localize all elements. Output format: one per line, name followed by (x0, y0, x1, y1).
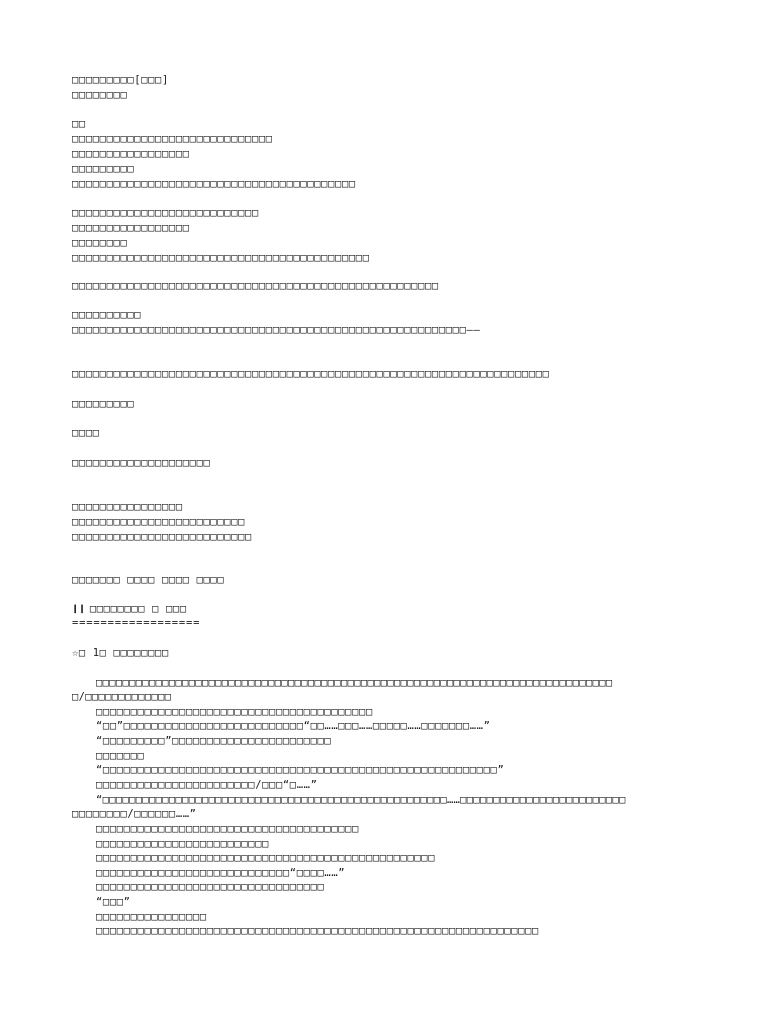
text-line: □□□□□□□□□□□□□□□□□□□□□□□□□□□□□□□□□□□□□□□□□□□□□□□□□□□□□□□□□□□□□□□□□□□□□ (72, 368, 550, 380)
body-line: □□□□□□□□□□□□□□□□□□□□□□□□□ (96, 838, 270, 850)
text-line: □□□□□□□□□□ (72, 309, 142, 321)
text-line: □□□□□□□□□□□□□□□□□□□□□□□□□□□ (72, 207, 259, 219)
document-title: □□□□□□□□□[□□□] (72, 74, 169, 86)
document-subtitle: □□□□□□□□ (72, 89, 128, 101)
text-line: □□□□□□□□□□□□□□□□□ (72, 148, 190, 160)
text-line: □□ (72, 118, 86, 130)
text-line: □□□□□□□□□□□□□□□□□□□□ (72, 457, 211, 469)
body-line: □□□□□□□□□□□□□□□□□□□□□□□□□□□□□□□□□□□□□□□□□□□□□□□□□□□□□□□□□□□□□□□□□□□□□□□□□□□□□□ (96, 677, 613, 689)
text-line: □□□□ (72, 427, 100, 439)
section-heading (72, 603, 187, 616)
body-line: □□□□□□□□□□□□□□□□□□□□□□□/□□□“□……” (96, 779, 318, 791)
text-line: □□□□□□□□□□□□□□□□□□□□□□□□□□□□□□□□□□□□□□□□□ (72, 178, 356, 190)
body-line: □□□□□□□□□□□□□□□□□□□□□□□□□□□□“□□□□……” (96, 867, 346, 879)
text-line: □□□□□□□□□□□□□□□□□□□□□□□□□□□□□□□□□□□□□□□□□□□ (72, 252, 370, 264)
text-line: □□□□□□□□□□□□□□□□□□□□□□□□□□□□□ (72, 133, 273, 145)
body-line: “□□□□□□□□□□□□□□□□□□□□□□□□□□□□□□□□□□□□□□□□□□□□□□□□□□□□□□□□□” (96, 764, 505, 776)
meta-line: □□□□□□□ □□□□ □□□□ □□□□ (72, 574, 225, 586)
body-line: □□□□□□□ (96, 750, 145, 762)
body-line: □□□□□□□□□□□□□□□□□□□□□□□□□□□□□□□□□□□□□□ (96, 823, 360, 835)
text-line: □□□□□□□□ (72, 237, 128, 249)
body-line: □□□□□□□□□□□□□□□□□□□□□□□□□□□□□□□□□□□□□□□□ (96, 706, 373, 718)
body-line: □□□□□□□□□□□□□□□□□□□□□□□□□□□□□□□□□ (96, 881, 325, 893)
body-line: □□□□□□□□□□□□□□□□□□□□□□□□□□□□□□□□□□□□□□□□□□□□□□□□□ (96, 852, 436, 864)
text-line: □□□□□□□□□□□□□□□□□ (72, 222, 190, 234)
section-heading-text: □□□□□□□□ □ □□□ (89, 603, 187, 615)
section-rule: ================== (72, 617, 201, 629)
body-line: □/□□□□□□□□□□□□□ (72, 691, 172, 703)
body-line: “□□□□□□□□□□□□□□□□□□□□□□□□□□□□□□□□□□□□□□□□□□□□□□□□□□□□……□□□□□□□□□□□□□□□□□□□□□□□□□ (96, 794, 626, 806)
text-line: □□□□□□□□□□□□□□□□□□□□□□□□□□□□□□□□□□□□□□□□□□□□□□□□□□□□□ (72, 280, 439, 292)
body-line: □□□□□□□□□□□□□□□□ (96, 911, 207, 923)
text-line: □□□□□□□□□□□□□□□□□□□□□□□□□□ (72, 531, 252, 543)
body-line: “□□□□□□□□□”□□□□□□□□□□□□□□□□□□□□□□□ (96, 735, 332, 747)
text-line: □□□□□□□□□ (72, 398, 135, 410)
chapter-heading: ☆□ 1□ □□□□□□□□ (72, 647, 169, 659)
body-line: □□□□□□□□□□□□□□□□□□□□□□□□□□□□□□□□□□□□□□□□□□□□□□□□□□□□□□□□□□□□□□□□ (96, 925, 539, 937)
text-line: □□□□□□□□□□□□□□□□□□□□□□□□□□□□□□□□□□□□□□□□□□□□□□□□□□□□□□□□□—— (72, 324, 481, 336)
body-line: “□□”□□□□□□□□□□□□□□□□□□□□□□□□□□“□□……□□□……□□□□□……□□□□□□□……” (96, 720, 491, 732)
text-line: □□□□□□□□□ (72, 163, 135, 175)
body-line: □□□□□□□□/□□□□□□……” (72, 808, 197, 820)
text-line: □□□□□□□□□□□□□□□□□□□□□□□□□ (72, 516, 246, 528)
text-line: □□□□□□□□□□□□□□□□ (72, 501, 183, 513)
section-bars-icon: ❙❙ (72, 603, 86, 615)
body-line: “□□□” (96, 896, 131, 908)
